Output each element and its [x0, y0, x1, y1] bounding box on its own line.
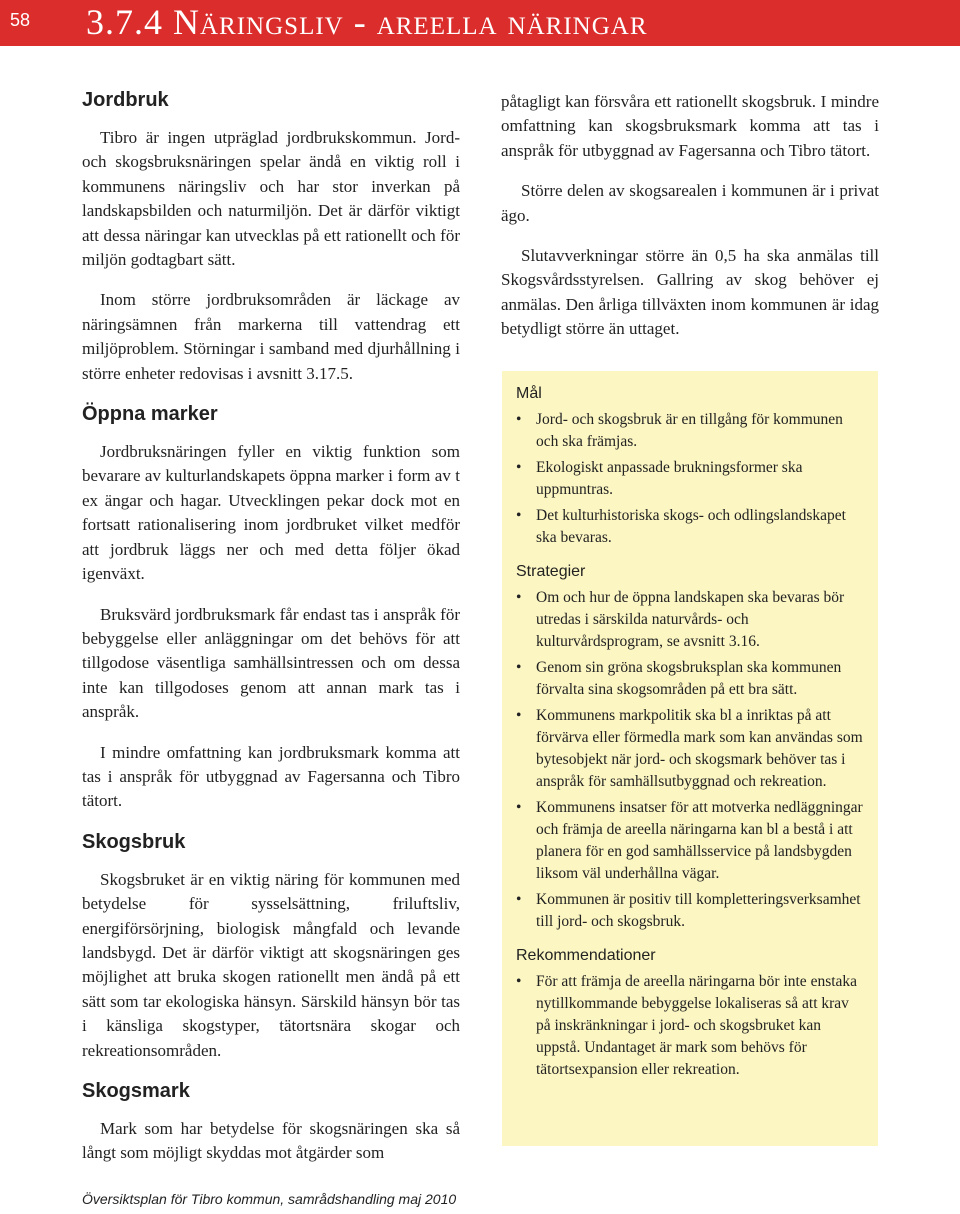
bullet-icon: •: [516, 707, 522, 724]
skogsmark-paragraph-1: Mark som har betydelse för skogsnäringen ska så långt som möjligt skyddas mot åtgärder som: [82, 1119, 460, 1163]
heading-jordbruk: Jordbruk: [82, 89, 169, 111]
chapter-title: 3.7.4 Näringsliv - areella näringar: [86, 2, 648, 42]
list-item: • För att främja de areella näringarna bör inte enstaka nytillkommande bebyggelse lokaliseras så att krav på inskränkningar i jord- och skogsbruket kan uppstå. Undantaget är mark som behövs för tätortsexpansion eller rekreation.: [516, 973, 858, 1078]
strategier-list: [516, 587, 864, 933]
oppna-marker-paragraph-3: I mindre omfattning kan jordbruksmark komma att tas i anspråk för utbyggnad av Fagersanna och Tibro tätort.: [82, 742, 460, 811]
right-paragraph-3: Slutavverkningar större än 0,5 ha ska anmälas till Skogsvårdsstyrelsen. Gallring av skog behöver ej anmälas. Den årliga tillväxten inom kommunen är idag betydligt större än uttaget.: [501, 246, 879, 339]
strategier-heading: Strategier: [516, 563, 586, 580]
oppna-marker-paragraph-2: Bruksvärd jordbruksmark får endast tas i anspråk för bebyggelse eller anläggningar om det behövs för att tillgodose väsentliga samhällsintressen och om dessa inte kan tillgodoses genom att annan mark tas i anspråk.: [82, 604, 460, 722]
list-item: • Ekologiskt anpassade brukningsformer ska uppmuntras.: [516, 459, 803, 498]
bullet-icon: •: [516, 411, 522, 428]
list-item: • Om och hur de öppna landskapen ska bevaras bör utredas i särskilda naturvårds- och kulturvårdsprogram, se avsnitt 3.16.: [516, 589, 845, 650]
right-column: [501, 90, 879, 358]
right-paragraph-2: Större delen av skogsarealen i kommunen är i privat ägo.: [501, 181, 879, 225]
oppna-marker-paragraph-1: Jordbruksnäringen fyller en viktig funktion som bevarare av kulturlandskapets öppna marker i form av t ex ängar och hagar. Utvecklingen pekar dock mot en fortsatt rationalisering inom jordbruket vilket medför att jordbruk läggs ner och med detta följer ökad igenväxt.: [82, 442, 460, 584]
jordbruk-paragraph-2: Inom större jordbruksområden är läckage av näringsämnen från markerna till vattendrag ett miljöproblem. Störningar i samband med djurhållning i större enheter redovisas i avsnitt 3.17.5.: [82, 290, 460, 383]
bullet-icon: •: [516, 589, 522, 606]
list-item: • Genom sin gröna skogsbruksplan ska kommunen förvalta sina skogsområden på ett bra sätt.: [516, 659, 842, 698]
mal-list: [516, 409, 864, 549]
rekommendationer-heading: Rekommendationer: [516, 947, 656, 964]
bullet-icon: •: [516, 799, 522, 816]
left-column: [82, 88, 460, 1182]
list-item: • Jord- och skogsbruk är en tillgång för kommunen och ska främjas.: [516, 411, 843, 450]
bullet-icon: •: [516, 507, 522, 524]
bullet-icon: •: [516, 459, 522, 476]
heading-skogsbruk: Skogsbruk: [82, 830, 186, 853]
goals-strategies-box: [502, 371, 878, 1146]
list-item: • Det kulturhistoriska skogs- och odlingslandskapet ska bevaras.: [516, 507, 846, 546]
chapter-header-band: [0, 0, 960, 46]
right-paragraph-1: påtagligt kan försvåra ett rationellt skogsbruk. I mindre omfattning kan skogsbruksmark komma att tas i anspråk för utbyggnad av Fagersanna och Tibro tätort.: [501, 92, 879, 160]
heading-skogsmark: Skogsmark: [82, 1080, 190, 1102]
list-item: • Kommunens markpolitik ska bl a inriktas på att förvärva eller förmedla mark som kan användas som bytesobjekt när jord- och skogsmark behöver tas i anspråk för samhällsutbyggnad och rekreation.: [516, 707, 863, 790]
page-number: 58: [10, 10, 31, 30]
bullet-icon: •: [516, 891, 522, 908]
skogsbruk-paragraph-1: Skogsbruket är en viktig näring för kommunen med betydelse för sysselsättning, friluftsliv, energiförsörjning, biologisk mångfald och levande landsbygd. Det är därför viktigt att skogsnäringen ges möjlighet att bruka skogen rationellt men ändå på ett sätt som tar ekologiska hänsyn. Särskild hänsyn bör tas i känsliga skogstyper, tätortsnära skogar och rekreationsområden.: [82, 869, 460, 1060]
bullet-icon: •: [516, 659, 522, 676]
list-item: • Kommunen är positiv till kompletteringsverksamhet till jord- och skogsbruk.: [516, 891, 861, 930]
list-item: • Kommunens insatser för att motverka nedläggningar och främja de areella näringarna kan bl a bestå i att planera för en god samhällsservice på landsbygden liksom väl underhållna vägar.: [516, 799, 863, 882]
mal-heading: Mål: [516, 385, 542, 402]
page-footer: Översiktsplan för Tibro kommun, samrådshandling maj 2010: [82, 1191, 457, 1207]
jordbruk-paragraph-1: Tibro är ingen utpräglad jordbrukskommun. Jord- och skogsbruksnäringen spelar ändå en viktig roll i kommunens näringsliv och har stor inverkan på landskapsbilden och naturmiljön. Det är därför viktigt att dessa näringar kan utvecklas på ett rationellt och för miljön godtagbart sätt.: [82, 128, 460, 270]
heading-oppna-marker: Öppna marker: [82, 403, 218, 426]
bullet-icon: •: [516, 973, 522, 990]
rekommendationer-list: [516, 971, 864, 1081]
